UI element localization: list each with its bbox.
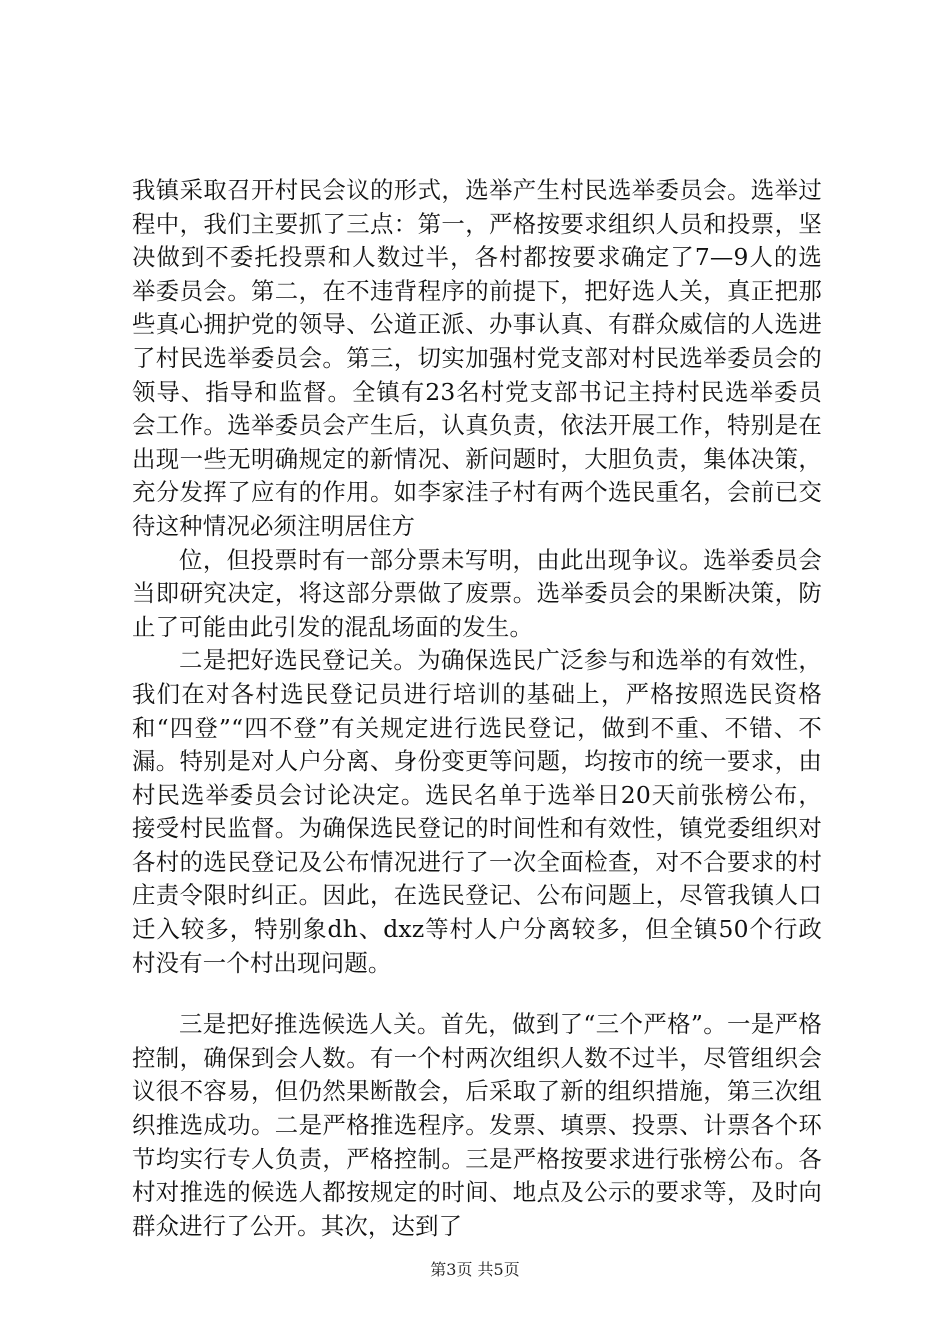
- paragraph-3: 二是把好选民登记关。为确保选民广泛参与和选举的有效性，我们在对各村选民登记员进行培训的基础上，严格按照选民资格和“四登”“四不登”有关规定进行选民登记，做到不重、不错、不漏。特别是对人户分离、身份变更等问题，均按市的统一要求，由村民选举委员会讨论决定。选民名单于选举日20天前张榜公布，接受村民监督。为确保选民登记的时间性和有效性，镇党委组织对各村的选民登记及公布情况进行了一次全面检查，对不合要求的村庄责令限时纠正。因此，在选民登记、公布问题上，尽管我镇人口迁入较多，特别象dh、dxz等村人户分离较多，但全镇50个行政村没有一个村出现问题。: [132, 646, 822, 977]
- paragraph-1: 我镇采取召开村民会议的形式，选举产生村民选举委员会。选举过程中，我们主要抓了三点：第一，严格按要求组织人员和投票，坚决做到不委托投票和人数过半，各村都按要求确定了7—9人的选举委员会。第二，在不违背程序的前提下，把好选人关，真正把那些真心拥护党的领导、公道正派、办事认真、有群众威信的人选进了村民选举委员会。第三，切实加强村党支部对村民选举委员会的领导、指导和监督。全镇有23名村党支部书记主持村民选举委员会工作。选举委员会产生后，认真负责，依法开展工作，特别是在出现一些无明确规定的新情况、新问题时，大胆负责，集体决策，充分发挥了应有的作用。如李家洼子村有两个选民重名，会前已交待这种情况必须注明居住方: [132, 176, 822, 540]
- paragraph-4: 三是把好推选候选人关。首先，做到了“三个严格”。一是严格控制，确保到会人数。有一个村两次组织人数不过半，尽管组织会议很不容易，但仍然果断散会，后采取了新的组织措施，第三次组织推选成功。二是严格推选程序。发票、填票、投票、计票各个环节均实行专人负责，严格控制。三是严格按要求进行张榜公布。各村对推选的候选人都按规定的时间、地点及公示的要求等，及时向群众进行了公开。其次，达到了: [132, 1010, 822, 1240]
- paragraph-2: 位，但投票时有一部分票未写明，由此出现争议。选举委员会当即研究决定，将这部分票做了废票。选举委员会的果断决策，防止了可能由此引发的混乱场面的发生。: [132, 545, 822, 641]
- page-number-footer: 第3页 共5页: [430, 1260, 520, 1279]
- document-body: [132, 174, 822, 1243]
